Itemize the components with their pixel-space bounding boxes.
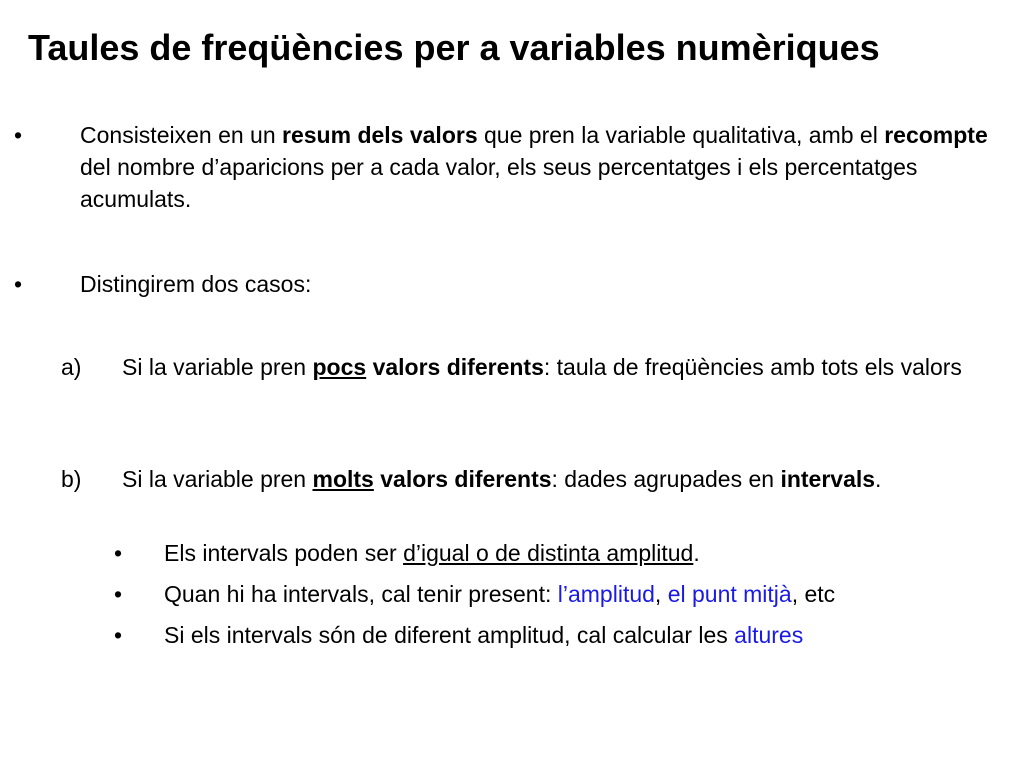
bullet1-bold-resum: resum dels valors [282, 122, 478, 148]
case-b-bold: valors diferents [373, 466, 552, 492]
case-b-underline-molts: molts [312, 466, 374, 492]
case-b-text [122, 463, 942, 495]
sub1-underline: d’igual o de distinta amplitud [403, 540, 694, 566]
case-b-bold-intervals: intervals [780, 466, 876, 492]
sub2-text-2: , [654, 581, 668, 607]
sub1-text-1: Els intervals poden ser [164, 540, 404, 566]
case-b-text-3: . [875, 466, 882, 492]
bullet1-text-1: Consisteixen en un [80, 122, 283, 148]
case-a-text-2: : taula de freqüències amb tots els valors [543, 354, 962, 380]
sub-bullet-amplitud [164, 537, 1014, 569]
sub2-text-3: , etc [791, 581, 836, 607]
case-a-text [122, 351, 1002, 383]
case-a-text-1: Si la variable pren [122, 354, 313, 380]
case-b-marker: b) [61, 466, 82, 492]
bullet-text-cases: Distingirem dos casos: [80, 271, 312, 297]
sub2-blue-amplitud: l’amplitud [557, 581, 655, 607]
bullet-marker: • [14, 122, 23, 148]
slide-title: Taules de freqüències per a variables numèriques [28, 27, 880, 68]
sub3-blue-altures: altures [734, 622, 804, 648]
bullet-text-summary [80, 119, 1000, 215]
bullet1-text-2: que pren la variable qualitativa, amb el [477, 122, 885, 148]
sub3-text-1: Si els intervals són de diferent amplitud, cal calcular les [164, 622, 735, 648]
case-a-marker: a) [61, 354, 82, 380]
sub-bullet-altures [164, 619, 1014, 651]
sub-bullet-marker: • [114, 622, 123, 648]
sub-bullet-marker: • [114, 540, 123, 566]
sub2-text-1: Quan hi ha intervals, cal tenir present: [164, 581, 558, 607]
case-a-bold: valors diferents [366, 354, 544, 380]
sub-bullet-intervals-present [164, 578, 1014, 610]
bullet1-text-3: del nombre d’aparicions per a cada valor, els seus percentatges i els percentatges acumulats. [80, 154, 918, 212]
sub2-blue-punt-mitja: el punt mitjà [667, 581, 792, 607]
sub-bullet-marker: • [114, 581, 123, 607]
case-a-underline-pocs: pocs [312, 354, 367, 380]
sub1-text-2: . [693, 540, 700, 566]
case-b-text-2: : dades agrupades en [551, 466, 781, 492]
bullet1-bold-recompte: recompte [884, 122, 988, 148]
bullet-marker: • [14, 271, 23, 297]
case-b-text-1: Si la variable pren [122, 466, 313, 492]
